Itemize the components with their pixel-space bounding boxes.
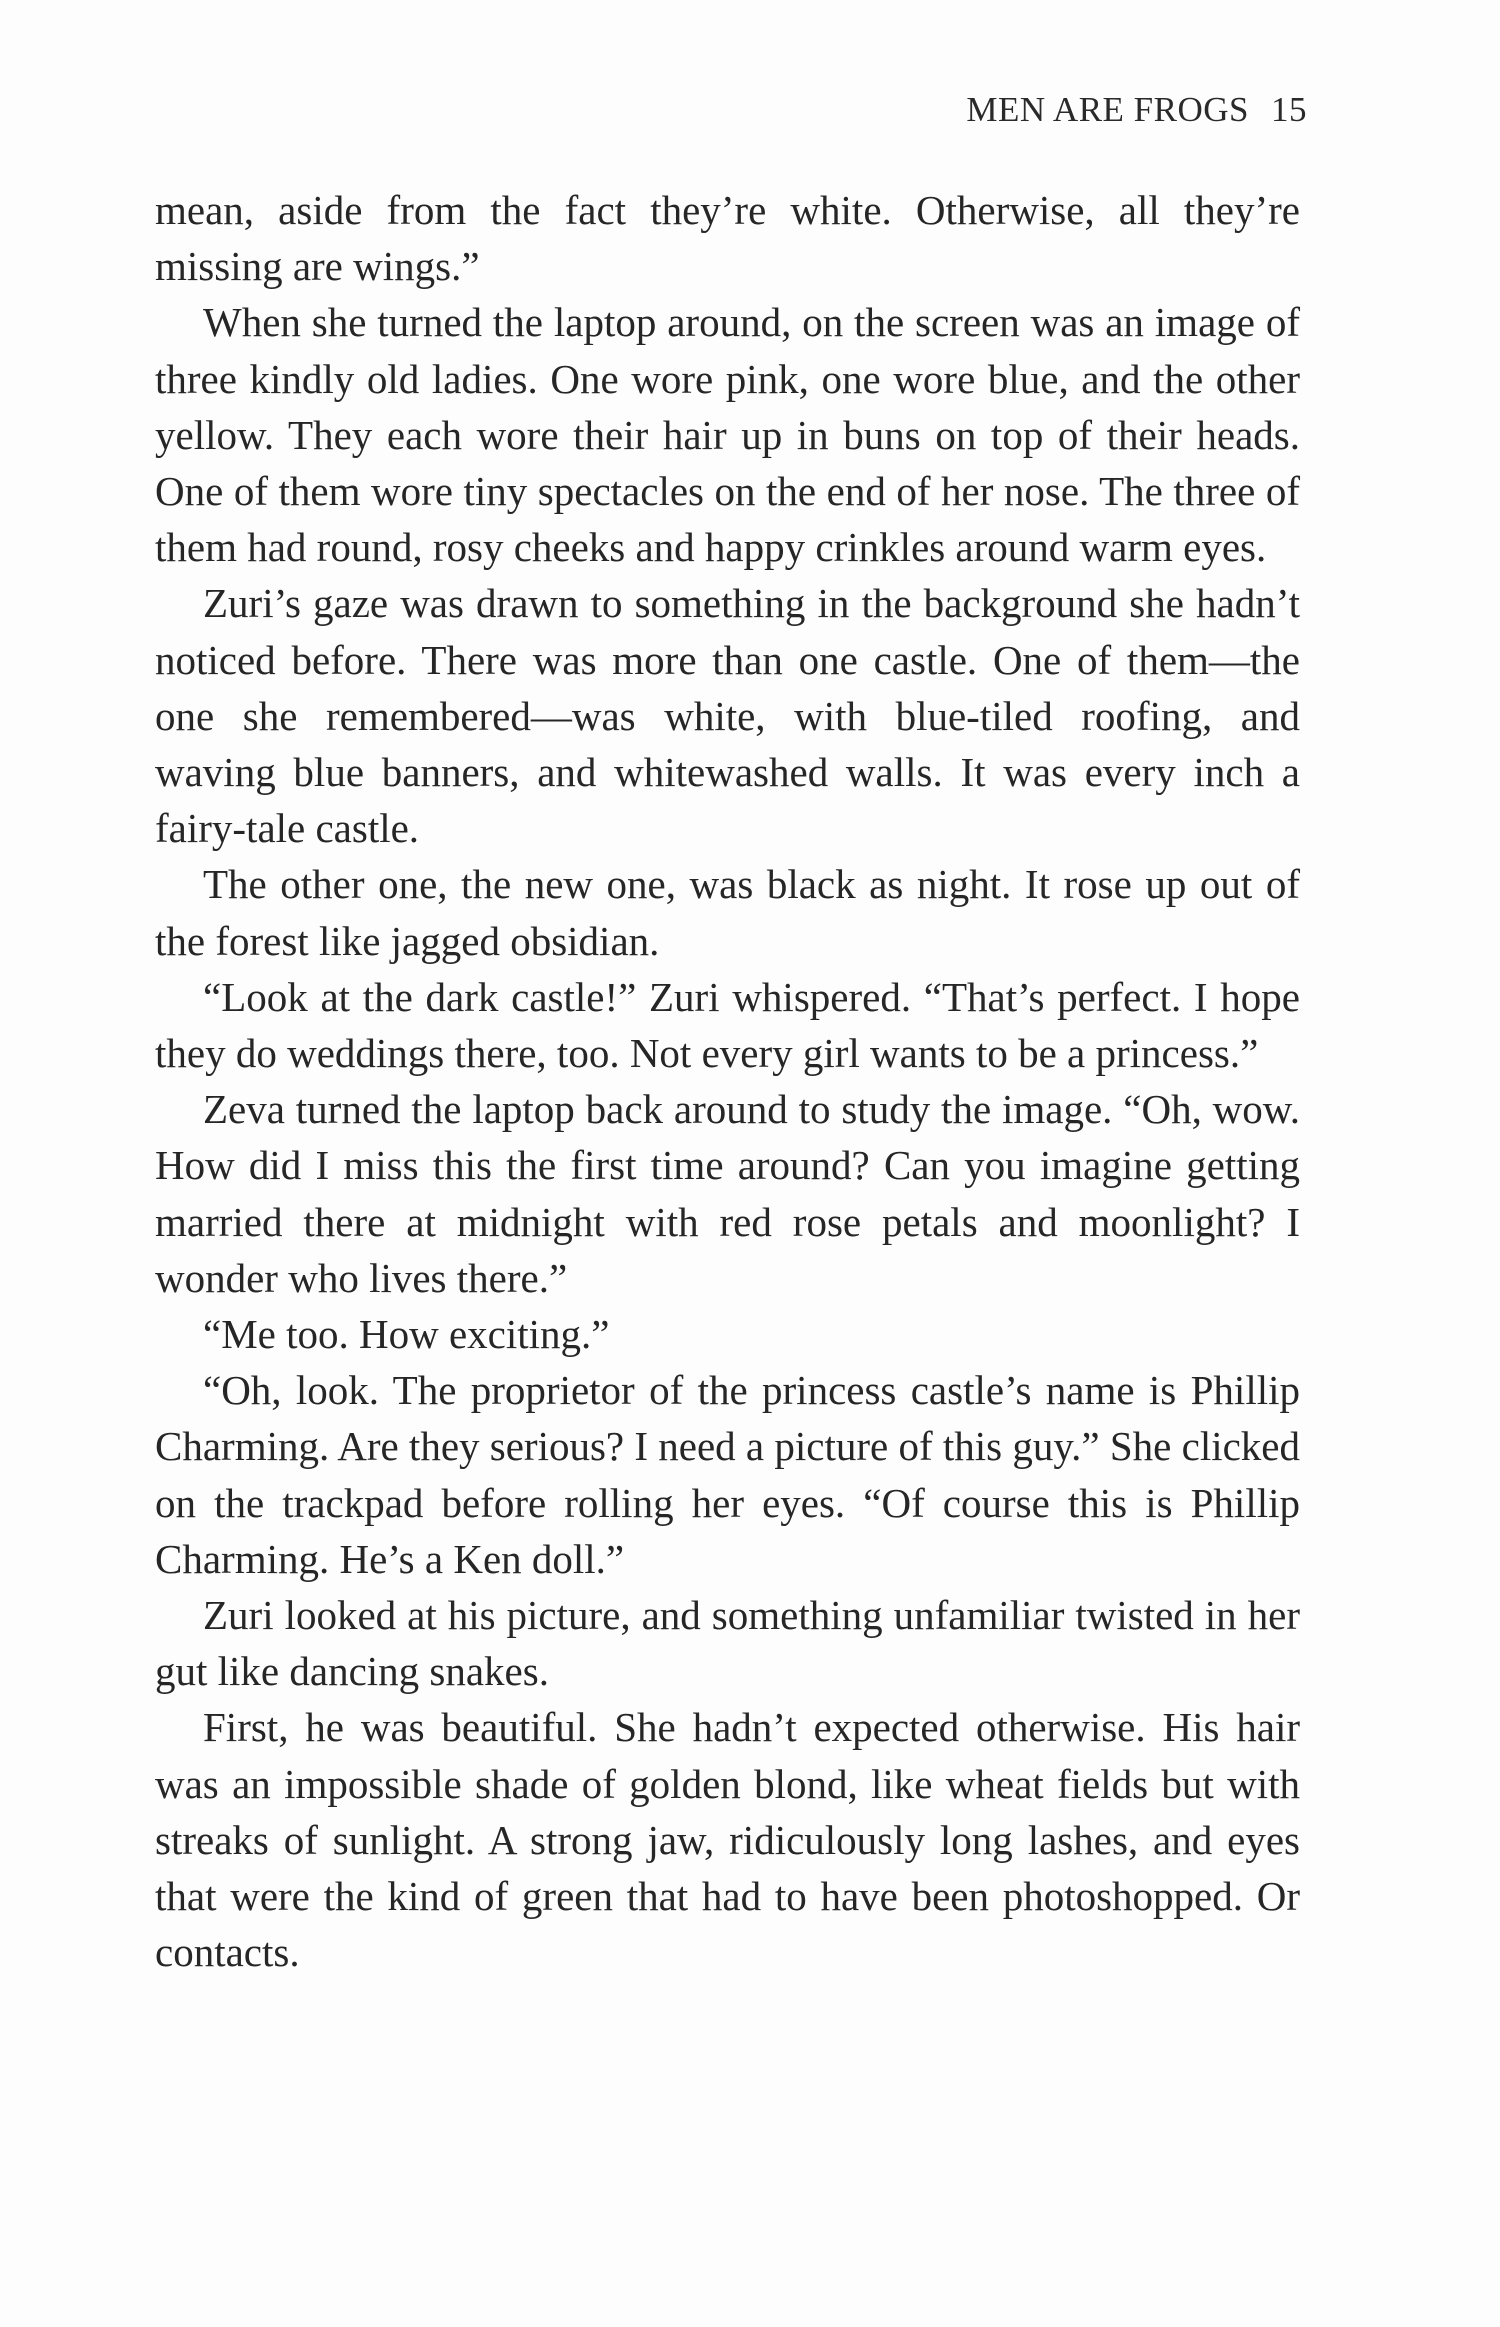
paragraph-8: “Oh, look. The proprietor of the princess castle’s name is Phillip Charming. Are they serious? I need a picture of this guy.” She clicked on the trackpad before rolling her eyes. “Of course this is Phillip Charming. He’s a Ken doll.”	[155, 1367, 1300, 1582]
page-number: 15	[1271, 90, 1307, 129]
running-head	[966, 90, 1307, 130]
paragraph-6: Zeva turned the laptop back around to study the image. “Oh, wow. How did I miss this the first time around? Can you imagine getting married there at midnight with red rose petals and moonlight? I wonder who lives there.”	[155, 1086, 1300, 1301]
body-text	[155, 182, 1300, 1981]
paragraph-5: “Look at the dark castle!” Zuri whispered. “That’s perfect. I hope they do weddings there, too. Not every girl wants to be a princess.”	[155, 973, 1300, 1077]
running-title: MEN ARE FROGS	[966, 90, 1249, 129]
paragraph-7: “Me too. How exciting.”	[203, 1311, 610, 1358]
paragraph-3: Zuri’s gaze was drawn to something in the background she hadn’t noticed before. There was more than one castle. One of them—the one she remembered—was white, with blue-tiled roofing, and waving blue banners, and whitewashed walls. It was every inch a fairy-tale castle.	[155, 580, 1300, 852]
paragraph-4: The other one, the new one, was black as night. It rose up out of the forest like jagged obsidian.	[155, 861, 1300, 964]
paragraph-10: First, he was beautiful. She hadn’t expected otherwise. His hair was an impossible shade of golden blond, like wheat fields but with streaks of sunlight. A strong jaw, ridiculously long lashes, and eyes that were the kind of green that had to have been photoshopped. Or contacts.	[155, 1704, 1300, 1976]
paragraph-2: When she turned the laptop around, on the screen was an image of three kindly old ladies. One wore pink, one wore blue, and the other yellow. They each wore their hair up in buns on top of their heads. One of them wore tiny spectacles on the end of her nose. The three of them had round, rosy cheeks and happy crinkles around warm eyes.	[155, 299, 1300, 571]
paragraph-9: Zuri looked at his picture, and something unfamiliar twisted in her gut like dancing snakes.	[155, 1592, 1300, 1695]
paragraph-1: mean, aside from the fact they’re white. Otherwise, all they’re missing are wings.”	[155, 187, 1300, 290]
